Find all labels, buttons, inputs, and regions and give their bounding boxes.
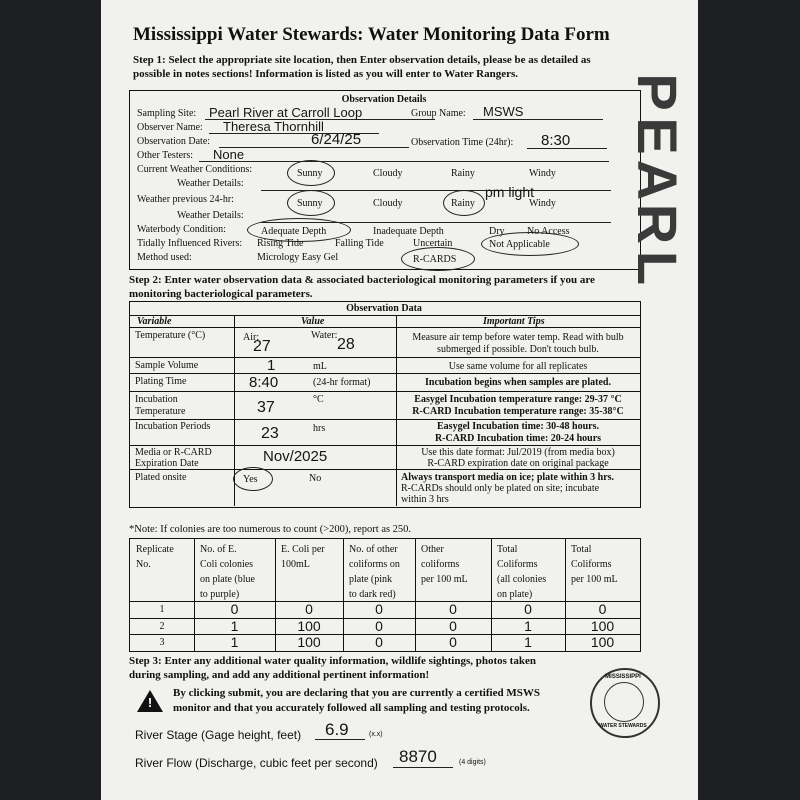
incubation-temperature-unit: °C	[313, 394, 324, 405]
incubation-period-value[interactable]: 23	[261, 425, 279, 442]
current-weather-rainy[interactable]: Rainy	[451, 168, 475, 179]
waterbody-label: Waterbody Condition:	[137, 224, 226, 235]
table-divider	[129, 391, 641, 392]
plating-time-unit: (24-hr format)	[313, 377, 371, 388]
tidal-label: Tidally Influenced Rivers:	[137, 238, 243, 249]
rep-row-2-total-per-100[interactable]: 100	[590, 618, 615, 634]
rep-row-1-ecoli-colonies[interactable]: 0	[230, 601, 239, 617]
river-flow-label: River Flow (Discharge, cubic feet per second)	[135, 756, 378, 770]
observation-date-label: Observation Date:	[137, 136, 211, 147]
rep-header-line: Coli colonies	[200, 559, 254, 570]
rep-header-0	[136, 542, 174, 572]
air-label: Air:	[243, 332, 260, 343]
prev-weather-cloudy[interactable]: Cloudy	[373, 198, 403, 209]
expiration-label-2: Expiration Date	[135, 458, 199, 469]
prev-weather-windy[interactable]: Windy	[529, 198, 556, 209]
pearl-stamp	[627, 70, 687, 300]
rep-header-line: to purple)	[200, 589, 240, 600]
msws-seal-icon	[590, 668, 660, 738]
step3-line2: during sampling, and add any additional pertinent information!	[129, 669, 430, 681]
col-tips-header: Important Tips	[483, 316, 545, 327]
step2-line2: monitoring bacteriological parameters.	[129, 288, 313, 300]
observation-details-header: Observation Details	[341, 94, 427, 105]
rep-row-2-other-colonies[interactable]: 0	[375, 618, 383, 634]
temperature-label: Temperature (°C)	[135, 330, 206, 341]
rep-row-2-other-per-100[interactable]: 0	[449, 618, 457, 634]
incubation-temperature-value[interactable]: 37	[257, 399, 275, 416]
pearl-stamp-letter: A	[626, 159, 689, 201]
prev-weather-sunny[interactable]: Sunny	[297, 198, 323, 209]
sample-volume-label: Sample Volume	[135, 360, 199, 371]
rep-header-5	[497, 542, 546, 602]
observation-data-header: Observation Data	[346, 303, 422, 314]
table-divider	[129, 419, 641, 420]
rep-header-line: on plate (blue	[200, 574, 255, 585]
incubation-temperature-tip-1: Easygel Incubation temperature range: 29-37 °C	[414, 394, 622, 405]
plated-onsite-no[interactable]: No	[309, 473, 322, 484]
form-paper	[101, 0, 698, 800]
observation-time-value[interactable]: 8:30	[541, 132, 571, 149]
expiration-tip-2: R-CARD expiration date on original package	[427, 458, 609, 469]
tidal-uncertain[interactable]: Uncertain	[413, 238, 453, 249]
rep-row-2-total-colonies[interactable]: 1	[524, 618, 532, 634]
plated-onsite-tip-1: Always transport media on ice; plate within 3 hrs.	[401, 472, 615, 483]
prev-weather-label: Weather previous 24-hr:	[137, 194, 234, 205]
step1-line1: Step 1: Select the appropriate site location, then Enter observation details, please be as detailed as	[133, 54, 591, 66]
step2-line1: Step 2: Enter water observation data & associated bacteriological monitoring parameters if you are	[129, 274, 595, 286]
expiration-value[interactable]: Nov/2025	[263, 448, 328, 465]
other-testers-label: Other Testers:	[137, 150, 194, 161]
rep-row-1-other-colonies[interactable]: 0	[375, 601, 383, 617]
waterbody-inadequate[interactable]: Inadequate Depth	[373, 226, 444, 237]
incubation-period-tip-1: Easygel Incubation time: 30-48 hours.	[437, 421, 599, 432]
river-stage-hint: (x.x)	[369, 731, 383, 738]
water-label: Water:	[311, 330, 338, 341]
rep-row-3-other-colonies[interactable]: 0	[375, 634, 383, 650]
air-value[interactable]: 27	[253, 338, 271, 355]
rep-header-line: Total	[571, 544, 592, 555]
replicate-table	[129, 538, 641, 652]
rep-row-3-total-colonies[interactable]: 1	[524, 634, 532, 650]
pearl-stamp-letter: P	[626, 73, 689, 111]
current-weather-windy[interactable]: Windy	[529, 168, 556, 179]
incubation-temperature-label-2: Temperature	[135, 406, 186, 417]
rep-header-line: E. Coli per	[281, 544, 325, 555]
step3-line1: Step 3: Enter any additional water quality information, wildlife sightings, photos taken	[129, 655, 536, 667]
rep-header-3	[349, 542, 400, 602]
col-value-header: Value	[301, 316, 325, 327]
sampling-site-value[interactable]: Pearl River at Carroll Loop	[209, 105, 363, 120]
prev-weather-details-label: Weather Details:	[177, 210, 244, 221]
observation-time-label: Observation Time (24hr):	[411, 137, 514, 148]
method-rcards[interactable]: R-CARDS	[413, 254, 457, 265]
incubation-temperature-tip-2: R-CARD Incubation temperature range: 35-38°C	[412, 406, 624, 417]
incubation-temperature-label-1: Incubation	[135, 394, 178, 405]
prev-weather-note[interactable]: pm light	[485, 184, 535, 200]
rep-header-line: per 100 mL	[571, 574, 618, 585]
incubation-period-label: Incubation Periods	[135, 421, 211, 432]
current-weather-sunny[interactable]: Sunny	[297, 168, 323, 179]
temperature-tip-2: submerged if possible. Don't touch bulb.	[437, 344, 599, 355]
rep-header-2	[281, 542, 325, 572]
pearl-stamp-letter: E	[626, 117, 689, 155]
group-name-label: Group Name:	[411, 108, 466, 119]
other-testers-value[interactable]: None	[213, 147, 245, 162]
waterbody-adequate[interactable]: Adequate Depth	[261, 226, 327, 237]
current-weather-cloudy[interactable]: Cloudy	[373, 168, 403, 179]
pearl-stamp-letter: L	[626, 250, 689, 286]
plated-onsite-tip-3: within 3 hrs	[401, 494, 449, 505]
prev-weather-rainy[interactable]: Rainy	[451, 198, 475, 209]
rep-header-4	[421, 542, 468, 587]
rep-header-line: coliforms on	[349, 559, 400, 570]
water-value[interactable]: 28	[337, 336, 355, 353]
rep-row-2-ecoli-colonies[interactable]: 1	[230, 618, 239, 634]
incubation-period-unit: hrs	[313, 423, 326, 434]
plated-onsite-tip-2: R-CARDs should only be plated on site; incubate	[401, 483, 600, 494]
current-weather-details-label: Weather Details:	[177, 178, 244, 189]
seal-wave-icon	[604, 682, 644, 722]
rep-row-2-no: 2	[159, 621, 165, 632]
table-divider	[129, 445, 641, 446]
table-divider	[129, 327, 641, 328]
rep-row-3-total-per-100[interactable]: 100	[590, 634, 615, 650]
current-weather-label: Current Weather Conditions:	[137, 164, 253, 175]
river-stage-value[interactable]: 6.9	[325, 720, 349, 739]
warning-exclamation: !	[147, 695, 153, 710]
method-circle	[401, 247, 475, 271]
waterbody-dry[interactable]: Dry	[489, 226, 505, 237]
expiration-label-1: Media or R-CARD	[135, 447, 212, 458]
river-stage-label: River Stage (Gage height, feet)	[135, 728, 302, 742]
tidal-falling[interactable]: Falling Tide	[335, 238, 384, 249]
rep-header-line: No. of E.	[200, 544, 237, 555]
river-flow-hint: (4 digits)	[459, 759, 486, 766]
rep-header-line: plate (pink	[349, 574, 393, 585]
plated-onsite-yes[interactable]: Yes	[243, 474, 258, 485]
rep-header-line: Other	[421, 544, 444, 555]
rep-header-line: No. of other	[349, 544, 398, 555]
sampling-site-label: Sampling Site:	[137, 108, 197, 119]
waterbody-no-access[interactable]: No Access	[527, 226, 570, 237]
sample-volume-unit: mL	[313, 361, 327, 372]
declaration-line1: By clicking submit, you are declaring that you are currently a certified MSWS	[173, 687, 540, 699]
rep-header-line: per 100 mL	[421, 574, 468, 585]
table-divider	[129, 357, 641, 358]
rep-row-1-total-colonies[interactable]: 0	[524, 601, 532, 617]
rep-header-line: Coliforms	[497, 559, 538, 570]
rep-row-1-no: 1	[159, 604, 165, 615]
sample-volume-value[interactable]: 1	[267, 357, 276, 374]
plated-onsite-circle	[233, 467, 273, 491]
colonies-note: *Note: If colonies are too numerous to count (>200), report as 250.	[129, 524, 412, 535]
seal-bottom-text: WATER STEWARDS	[599, 723, 647, 729]
rep-header-6	[571, 542, 618, 587]
rep-header-line: to dark red)	[349, 589, 396, 600]
tidal-circle	[481, 232, 579, 256]
current-weather-details-line	[261, 178, 611, 191]
rep-header-line: Total	[497, 544, 518, 555]
form-title: Mississippi Water Stewards: Water Monitoring Data Form	[133, 24, 610, 45]
tidal-rising[interactable]: Rising Tide	[257, 238, 304, 249]
rep-header-1	[200, 542, 255, 602]
rep-header-line: on plate)	[497, 589, 533, 600]
rep-header-line: No.	[136, 559, 151, 570]
table-divider	[129, 315, 641, 316]
rep-row-3-no: 3	[159, 637, 165, 648]
observer-name-label: Observer Name:	[137, 122, 203, 133]
sample-volume-tip: Use same volume for all replicates	[448, 361, 588, 372]
river-flow-value[interactable]: 8870	[399, 747, 437, 766]
rep-row-2-ecoli-per-100[interactable]: 100	[297, 618, 321, 634]
declaration-line2: monitor and that you accurately followed all sampling and testing protocols.	[173, 702, 530, 714]
plating-time-tip: Incubation begins when samples are plated.	[425, 377, 611, 388]
col-variable-header: Variable	[137, 316, 172, 327]
rep-row-1-other-per-100[interactable]: 0	[449, 601, 457, 617]
pearl-stamp-letter: R	[626, 203, 689, 245]
method-easygel[interactable]: Micrology Easy Gel	[257, 252, 339, 263]
temperature-tip-1: Measure air temp before water temp. Read with bulb	[412, 332, 624, 343]
rep-header-line: coliforms	[421, 559, 460, 570]
rep-row-3-ecoli-colonies[interactable]: 1	[230, 634, 239, 650]
plating-time-value[interactable]: 8:40	[249, 374, 279, 391]
rep-header-line: Replicate	[136, 544, 174, 555]
rep-row-3-other-per-100[interactable]: 0	[449, 634, 457, 650]
rep-row-3-ecoli-per-100[interactable]: 100	[297, 634, 321, 650]
table-divider	[129, 373, 641, 374]
rep-header-line: (all colonies	[497, 574, 547, 585]
observer-name-value[interactable]: Theresa Thornhill	[223, 119, 324, 134]
tidal-not-applicable[interactable]: Not Applicable	[489, 239, 550, 250]
rep-header-line: Coliforms	[571, 559, 612, 570]
rep-header-line: 100mL	[281, 559, 310, 570]
plating-time-label: Plating Time	[135, 376, 187, 387]
incubation-period-tip-2: R-CARD Incubation time: 20-24 hours	[434, 433, 602, 444]
group-name-value[interactable]: MSWS	[483, 104, 524, 119]
plated-onsite-label: Plated onsite	[135, 472, 187, 483]
rep-row-1-total-per-100[interactable]: 0	[598, 601, 607, 617]
method-label: Method used:	[137, 252, 192, 263]
rep-row-1-ecoli-per-100[interactable]: 0	[305, 601, 313, 617]
seal-top-text: MISSISSIPPI	[605, 674, 641, 680]
observation-date-value[interactable]: 6/24/25	[311, 131, 362, 148]
other-testers-line	[199, 149, 609, 162]
expiration-tip-1: Use this date format: Jul/2019 (from media box)	[421, 447, 615, 458]
step1-line2: possible in notes sections! Information is listed as you will enter to Water Rangers.	[133, 68, 519, 80]
